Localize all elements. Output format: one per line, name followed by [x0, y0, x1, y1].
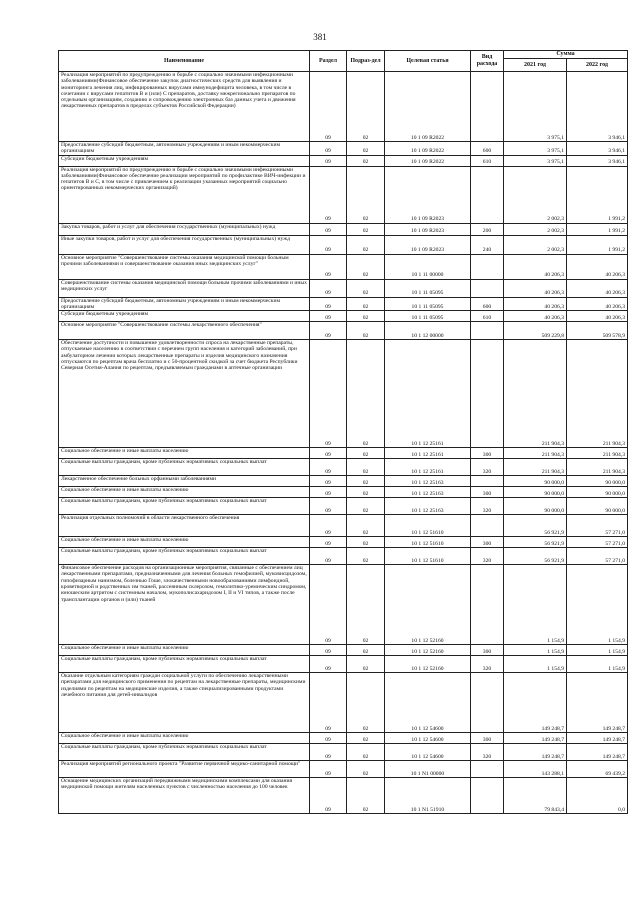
- cell-target-article: 10 1 12 25161: [385, 448, 471, 459]
- cell-section: 09: [310, 166, 347, 223]
- cell-section: 09: [310, 744, 347, 761]
- cell-sum-2022: 211 904,3: [567, 459, 628, 476]
- cell-target-article: 10 1 12 51610: [385, 537, 471, 548]
- cell-name: Финансовое обеспечение расходов на организационные мероприятия, связанные с обеспечением лиц лекарственными препаратами, предназначенными для лечения больных гемофилией, муковисцидозом, гипофизарным нанизмом, болезнью Гоше, злокачественными новообразованиями лимфоидной, кроветворной и родственных им тканей, рассеянным склерозом, гемолитико-уремическим синдромом, юношеским артритом с системным началом, мукополисахаридозом I, II и VI типов, а также после трансплантации органов и (или) тканей: [59, 565, 310, 645]
- cell-section: 09: [310, 476, 347, 487]
- cell-subsection: 02: [347, 537, 385, 548]
- table-row: [59, 537, 628, 548]
- cell-sum-2022: 40 206,3: [567, 297, 628, 311]
- cell-subsection: 02: [347, 733, 385, 744]
- table-row: [59, 498, 628, 515]
- table-row: [59, 448, 628, 459]
- table-row: [59, 279, 628, 297]
- cell-name: Лекарственное обеспечение больных орфанными заболеваниями: [59, 476, 310, 487]
- cell-sum-2021: 3 975,1: [504, 155, 567, 166]
- cell-sum-2022: 90 000,0: [567, 498, 628, 515]
- cell-name: Социальное обеспечение и иные выплаты населению: [59, 448, 310, 459]
- header-expense-type: Вид расхода: [471, 51, 504, 72]
- cell-sum-2022: 69 439,2: [567, 761, 628, 778]
- cell-sum-2021: 79 843,4: [504, 778, 567, 814]
- cell-sum-2021: 40 206,3: [504, 279, 567, 297]
- cell-sum-2022: 57 271,0: [567, 537, 628, 548]
- cell-sum-2021: 40 206,3: [504, 311, 567, 322]
- cell-name: Социальное обеспечение и иные выплаты населению: [59, 487, 310, 498]
- cell-name: Иные закупки товаров, работ и услуг для обеспечения государственных (муниципальных) нужд: [59, 235, 310, 254]
- table-row: [59, 166, 628, 223]
- cell-name: Социальные выплаты гражданам, кроме публичных нормативных социальных выплат: [59, 656, 310, 673]
- cell-target-article: 10 1 N1 00000: [385, 761, 471, 778]
- cell-sum-2022: 1 154,9: [567, 565, 628, 645]
- cell-expense-type: 320: [471, 656, 504, 673]
- cell-section: 09: [310, 142, 347, 156]
- cell-section: 09: [310, 72, 347, 142]
- cell-section: 09: [310, 733, 347, 744]
- cell-sum-2021: 1 154,9: [504, 656, 567, 673]
- cell-section: 09: [310, 515, 347, 537]
- cell-expense-type: 300: [471, 448, 504, 459]
- cell-name: Реализация мероприятий регионального проекта "Развитие первичной медико-санитарной помощи": [59, 761, 310, 778]
- header-name: Наименование: [59, 51, 310, 72]
- cell-subsection: 02: [347, 223, 385, 235]
- cell-target-article: 10 1 12 25163: [385, 476, 471, 487]
- cell-target-article: 10 1 11 00000: [385, 254, 471, 279]
- cell-name: Обеспечение доступности и повышение удовлетворенности спроса на лекарственные препараты, отпускаемые населению в соответствии с перечнем групп населения и категорий заболеваний, при амбулаторном лечении которых лекарственные препараты и изделия медицинского назначения отпускаются по рецептам врача бесплатно и с 50-процентной скидкой за счет бюджета Республики Северная Осетия-Алания по рецептам, предъявляемым гражданами в аптечные организации: [59, 340, 310, 448]
- cell-target-article: 10 1 12 54600: [385, 733, 471, 744]
- table-row: [59, 459, 628, 476]
- cell-subsection: 02: [347, 761, 385, 778]
- cell-section: 09: [310, 279, 347, 297]
- cell-sum-2022: 3 946,1: [567, 155, 628, 166]
- cell-section: 09: [310, 223, 347, 235]
- cell-name: Реализация мероприятий по предупреждению и борьбе с социально значимыми инфекционными заболеваниями(Финансовое обеспечение закупок диагностических средств для выявления и мониторинга лечения лиц, инфицированных вирусами иммунодефицита человека, в том числе в сочетании с вирусами гепатитов B и (или) C препаратов, доставку межрегионально препаратов по отдельным организациям, созданию и сопровождению электронных баз данных учета и движения лекарственных препаратов в пределах субъектов Российской Федерации): [59, 72, 310, 142]
- cell-sum-2021: 2 002,3: [504, 235, 567, 254]
- cell-section: 09: [310, 155, 347, 166]
- cell-sum-2022: 509 578,9: [567, 322, 628, 340]
- cell-name: Оснащение медицинских организаций передвижными медицинскими комплексами для оказания медицинской помощи жителям населенных пунктов с численностью населения до 100 человек: [59, 778, 310, 814]
- cell-expense-type: [471, 565, 504, 645]
- cell-name: Основное мероприятие "Совершенствование системы оказания медицинской помощи больным прочими заболеваниями и совершенствование оказания иных медицинских услуг": [59, 254, 310, 279]
- table-row: [59, 733, 628, 744]
- cell-expense-type: [471, 322, 504, 340]
- cell-sum-2022: 90 000,0: [567, 476, 628, 487]
- cell-sum-2022: 211 904,3: [567, 340, 628, 448]
- table-row: [59, 235, 628, 254]
- table-body: [59, 72, 628, 814]
- cell-sum-2022: 57 271,0: [567, 548, 628, 565]
- cell-subsection: 02: [347, 498, 385, 515]
- cell-expense-type: 240: [471, 235, 504, 254]
- cell-target-article: 10 1 09 R2022: [385, 142, 471, 156]
- cell-target-article: 10 1 N1 51910: [385, 778, 471, 814]
- cell-section: 09: [310, 487, 347, 498]
- cell-sum-2022: 149 248,7: [567, 673, 628, 733]
- header-target-article: Целевая статья: [385, 51, 471, 72]
- cell-name: Социальные выплаты гражданам, кроме публичных нормативных социальных выплат: [59, 459, 310, 476]
- cell-sum-2022: 0,0: [567, 778, 628, 814]
- table-row: [59, 223, 628, 235]
- cell-sum-2022: 3 946,1: [567, 142, 628, 156]
- table-row: [59, 565, 628, 645]
- cell-sum-2022: 211 904,3: [567, 448, 628, 459]
- cell-sum-2021: 90 000,0: [504, 487, 567, 498]
- cell-expense-type: 320: [471, 459, 504, 476]
- cell-expense-type: 320: [471, 548, 504, 565]
- cell-sum-2022: 149 248,7: [567, 733, 628, 744]
- cell-name: Социальное обеспечение и иные выплаты населению: [59, 537, 310, 548]
- cell-section: 09: [310, 656, 347, 673]
- cell-expense-type: 600: [471, 297, 504, 311]
- cell-section: 09: [310, 498, 347, 515]
- cell-target-article: 10 1 12 25161: [385, 340, 471, 448]
- cell-target-article: 10 1 11 05095: [385, 311, 471, 322]
- cell-name: Социальные выплаты гражданам, кроме публичных нормативных социальных выплат: [59, 498, 310, 515]
- cell-subsection: 02: [347, 142, 385, 156]
- table-row: [59, 142, 628, 156]
- table-row: [59, 155, 628, 166]
- table-row: [59, 548, 628, 565]
- cell-name: Социальные выплаты гражданам, кроме публичных нормативных социальных выплат: [59, 744, 310, 761]
- cell-subsection: 02: [347, 166, 385, 223]
- cell-expense-type: [471, 515, 504, 537]
- cell-sum-2022: 1 991,2: [567, 223, 628, 235]
- cell-section: 09: [310, 645, 347, 656]
- cell-target-article: 10 1 12 52160: [385, 656, 471, 673]
- cell-section: 09: [310, 448, 347, 459]
- cell-name: Субсидии бюджетным учреждениям: [59, 155, 310, 166]
- cell-sum-2021: 149 248,7: [504, 744, 567, 761]
- cell-expense-type: 300: [471, 733, 504, 744]
- cell-target-article: 10 1 09 R2023: [385, 166, 471, 223]
- cell-section: 09: [310, 761, 347, 778]
- cell-sum-2022: 1 991,2: [567, 235, 628, 254]
- cell-subsection: 02: [347, 459, 385, 476]
- cell-section: 09: [310, 340, 347, 448]
- table-row: [59, 340, 628, 448]
- cell-sum-2021: 149 248,7: [504, 673, 567, 733]
- cell-subsection: 02: [347, 279, 385, 297]
- header-year-2021: 2021 год: [504, 59, 567, 72]
- cell-target-article: 10 1 12 54600: [385, 744, 471, 761]
- cell-subsection: 02: [347, 254, 385, 279]
- table-row: [59, 515, 628, 537]
- cell-subsection: 02: [347, 515, 385, 537]
- page-number: 381: [313, 32, 327, 42]
- header-subsection: Подраз-дел: [347, 51, 385, 72]
- cell-subsection: 02: [347, 548, 385, 565]
- cell-name: Социальное обеспечение и иные выплаты населению: [59, 645, 310, 656]
- cell-subsection: 02: [347, 235, 385, 254]
- table-row: [59, 761, 628, 778]
- cell-sum-2021: 90 000,0: [504, 476, 567, 487]
- cell-target-article: 10 1 12 25163: [385, 487, 471, 498]
- cell-section: 09: [310, 778, 347, 814]
- cell-sum-2022: 40 206,3: [567, 254, 628, 279]
- cell-subsection: 02: [347, 656, 385, 673]
- cell-section: 09: [310, 322, 347, 340]
- cell-target-article: 10 1 12 51610: [385, 548, 471, 565]
- cell-expense-type: 600: [471, 142, 504, 156]
- cell-name: Реализация отдельных полномочий в области лекарственного обеспечения: [59, 515, 310, 537]
- table-row: [59, 645, 628, 656]
- cell-expense-type: 300: [471, 487, 504, 498]
- cell-target-article: 10 1 12 54600: [385, 673, 471, 733]
- table-row: [59, 487, 628, 498]
- cell-target-article: 10 1 12 25163: [385, 498, 471, 515]
- cell-expense-type: [471, 72, 504, 142]
- cell-section: 09: [310, 311, 347, 322]
- cell-subsection: 02: [347, 476, 385, 487]
- cell-sum-2022: 57 271,0: [567, 515, 628, 537]
- cell-section: 09: [310, 565, 347, 645]
- cell-expense-type: [471, 778, 504, 814]
- budget-table: [58, 50, 628, 814]
- cell-subsection: 02: [347, 311, 385, 322]
- cell-target-article: 10 1 12 25161: [385, 459, 471, 476]
- cell-sum-2021: 3 975,1: [504, 72, 567, 142]
- cell-sum-2021: 211 904,3: [504, 340, 567, 448]
- cell-expense-type: 300: [471, 645, 504, 656]
- cell-target-article: 10 1 12 51610: [385, 515, 471, 537]
- cell-expense-type: [471, 254, 504, 279]
- cell-name: Предоставление субсидий бюджетным, автономным учреждениям и иным некоммерческим организациям: [59, 297, 310, 311]
- header-sum: Сумма: [504, 51, 628, 59]
- cell-section: 09: [310, 235, 347, 254]
- cell-expense-type: [471, 340, 504, 448]
- table-row: [59, 311, 628, 322]
- cell-sum-2021: 90 000,0: [504, 498, 567, 515]
- cell-subsection: 02: [347, 155, 385, 166]
- table-row: [59, 72, 628, 142]
- cell-section: 09: [310, 548, 347, 565]
- cell-expense-type: [471, 166, 504, 223]
- cell-subsection: 02: [347, 645, 385, 656]
- cell-sum-2022: 40 206,3: [567, 279, 628, 297]
- cell-sum-2022: 1 154,9: [567, 645, 628, 656]
- cell-subsection: 02: [347, 744, 385, 761]
- cell-sum-2022: 3 946,1: [567, 72, 628, 142]
- cell-name: Социальные выплаты гражданам, кроме публичных нормативных социальных выплат: [59, 548, 310, 565]
- cell-sum-2021: 56 921,9: [504, 548, 567, 565]
- cell-sum-2021: 143 288,1: [504, 761, 567, 778]
- cell-section: 09: [310, 459, 347, 476]
- cell-section: 09: [310, 673, 347, 733]
- cell-expense-type: 610: [471, 311, 504, 322]
- cell-sum-2021: 211 904,3: [504, 448, 567, 459]
- cell-sum-2021: 509 229,8: [504, 322, 567, 340]
- table-row: [59, 254, 628, 279]
- table-row: [59, 656, 628, 673]
- cell-subsection: 02: [347, 72, 385, 142]
- cell-target-article: 10 1 11 05095: [385, 297, 471, 311]
- cell-sum-2021: 149 248,7: [504, 733, 567, 744]
- cell-sum-2022: 1 991,2: [567, 166, 628, 223]
- cell-subsection: 02: [347, 322, 385, 340]
- cell-section: 09: [310, 254, 347, 279]
- cell-sum-2021: 56 921,9: [504, 515, 567, 537]
- cell-target-article: 10 1 09 R2022: [385, 155, 471, 166]
- header-year-2022: 2022 год: [567, 59, 628, 72]
- table-row: [59, 322, 628, 340]
- cell-name: Субсидии бюджетным учреждениям: [59, 311, 310, 322]
- cell-target-article: 10 1 12 52160: [385, 565, 471, 645]
- cell-name: Основное мероприятие "Совершенствование системы лекарственного обеспечения": [59, 322, 310, 340]
- header-section: Раздел: [310, 51, 347, 72]
- cell-sum-2021: 1 154,9: [504, 565, 567, 645]
- cell-section: 09: [310, 297, 347, 311]
- cell-sum-2021: 40 206,3: [504, 297, 567, 311]
- cell-sum-2022: 1 154,9: [567, 656, 628, 673]
- cell-expense-type: [471, 476, 504, 487]
- cell-name: Оказание отдельным категориям граждан социальной услуги по обеспечению лекарственными препаратами для медицинского применения по рецептам на лекарственные препараты, медицинскими изделиями по рецептам на медицинские изделия, а также специализированными продуктами лечебного питания для детей-инвалидов: [59, 673, 310, 733]
- cell-sum-2021: 2 002,3: [504, 166, 567, 223]
- cell-expense-type: 610: [471, 155, 504, 166]
- cell-expense-type: [471, 673, 504, 733]
- table-row: [59, 778, 628, 814]
- cell-sum-2022: 90 000,0: [567, 487, 628, 498]
- cell-expense-type: [471, 761, 504, 778]
- cell-name: Реализация мероприятий по предупреждению и борьбе с социально значимыми инфекционными заболеваниями(Финансовое обеспечение реализации мероприятий по профилактике ВИЧ-инфекции и гепатитов B и C, в том числе с привлечением к реализации указанных мероприятий социально ориентированных некоммерческих организаций): [59, 166, 310, 223]
- cell-target-article: 10 1 09 R2023: [385, 223, 471, 235]
- cell-subsection: 02: [347, 340, 385, 448]
- cell-subsection: 02: [347, 448, 385, 459]
- cell-target-article: 10 1 09 R2022: [385, 72, 471, 142]
- cell-expense-type: [471, 279, 504, 297]
- cell-sum-2021: 56 921,9: [504, 537, 567, 548]
- cell-sum-2021: 211 904,3: [504, 459, 567, 476]
- cell-subsection: 02: [347, 565, 385, 645]
- cell-target-article: 10 1 12 00000: [385, 322, 471, 340]
- cell-expense-type: 320: [471, 744, 504, 761]
- cell-target-article: 10 1 11 05095: [385, 279, 471, 297]
- cell-subsection: 02: [347, 297, 385, 311]
- table-row: [59, 297, 628, 311]
- cell-sum-2022: 149 248,7: [567, 744, 628, 761]
- table-row: [59, 673, 628, 733]
- cell-sum-2021: 3 975,1: [504, 142, 567, 156]
- cell-expense-type: 320: [471, 498, 504, 515]
- cell-subsection: 02: [347, 778, 385, 814]
- cell-section: 09: [310, 537, 347, 548]
- cell-sum-2021: 40 206,3: [504, 254, 567, 279]
- cell-sum-2021: 1 154,9: [504, 645, 567, 656]
- cell-expense-type: 200: [471, 223, 504, 235]
- cell-sum-2022: 40 206,3: [567, 311, 628, 322]
- cell-target-article: 10 1 12 52160: [385, 645, 471, 656]
- cell-sum-2021: 2 002,3: [504, 223, 567, 235]
- table-row: [59, 744, 628, 761]
- cell-name: Социальное обеспечение и иные выплаты населению: [59, 733, 310, 744]
- cell-name: Совершенствование системы оказания медицинской помощи больным прочими заболеваниями и иных медицинских услуг: [59, 279, 310, 297]
- cell-expense-type: 300: [471, 537, 504, 548]
- cell-subsection: 02: [347, 487, 385, 498]
- cell-subsection: 02: [347, 673, 385, 733]
- cell-target-article: 10 1 09 R2023: [385, 235, 471, 254]
- table-row: [59, 476, 628, 487]
- cell-name: Закупка товаров, работ и услуг для обеспечения государственных (муниципальных) нужд: [59, 223, 310, 235]
- cell-name: Предоставление субсидий бюджетным, автономным учреждениям и иным некоммерческим организациям: [59, 142, 310, 156]
